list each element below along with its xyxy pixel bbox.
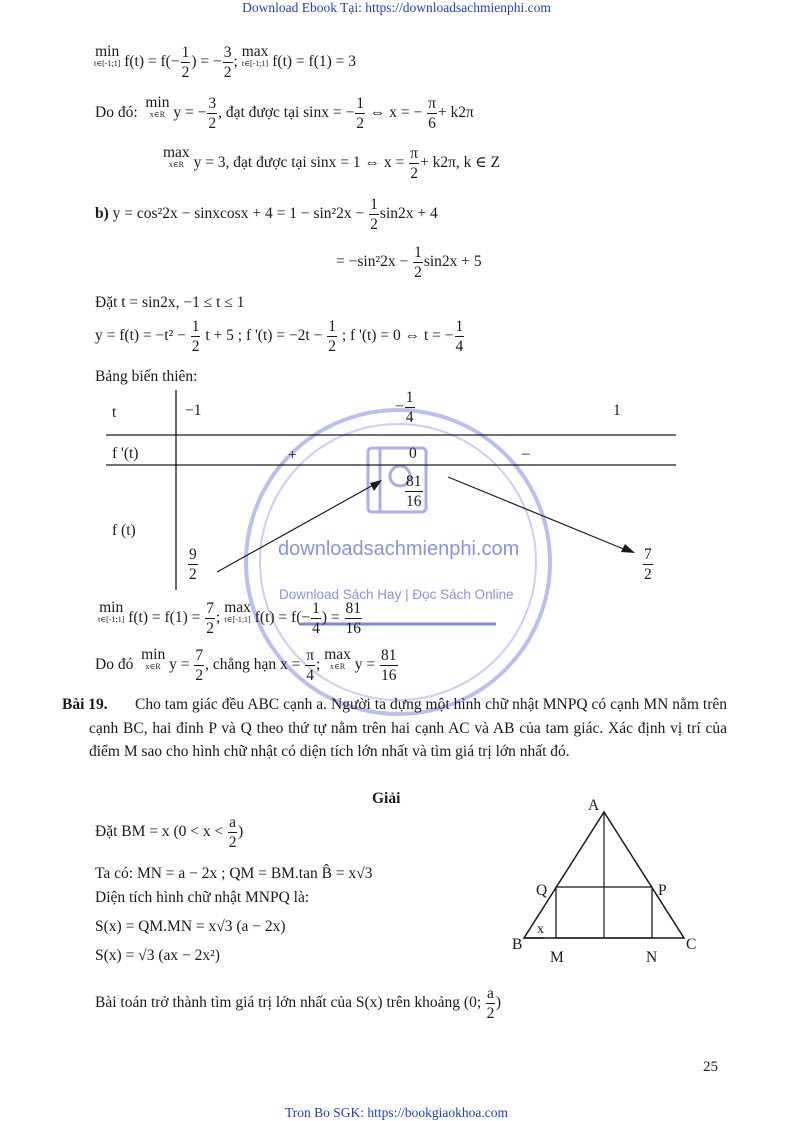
solution-line-6: Bài toán trở thành tìm giá trị lớn nhất của S(x) trên khoảng (0; $\frac{a}{2}$ ) xyxy=(95,985,502,1022)
solution-line-1: Đặt BM = x (0 < x < $\frac{a}{2}$ ) xyxy=(95,814,244,851)
increase-arrow xyxy=(217,480,382,572)
footer-link[interactable]: Tron Bo SGK: https://bookgiaokhoa.com xyxy=(284,1105,508,1120)
table-max-value: $\frac{81}{16}$ xyxy=(406,473,422,510)
table-t-label: t xyxy=(112,404,117,421)
giai-heading: Giải xyxy=(372,790,401,807)
page-number: 25 xyxy=(703,1059,718,1075)
solution-line-5: S(x) = √3 (ax − 2x²) xyxy=(95,947,220,964)
label-x: x xyxy=(537,922,544,937)
label-P: P xyxy=(658,882,667,899)
solution-line-4: S(x) = QM.MN = x√3 (a − 2x) xyxy=(95,918,286,935)
header-link[interactable]: Download Ebook Tại: https://downloadsachmienphi.com xyxy=(242,0,551,15)
bai19-text: Cho tam giác đều ABC cạnh a. Người ta dựng một hình chữ nhật MNPQ có cạnh MN nằm trên cạnh BC, hai đỉnh P và Q theo thứ tự nằm trên hai cạnh AC và AB của tam giác. Xác định vị trí của điểm M sao cho hình chữ nhật có diện tích lớn nhất và tìm giá trị lớn nhất đó. xyxy=(89,696,727,760)
label-C: C xyxy=(686,936,697,953)
part-b-line-1: b) y = cos²2x − sinxcosx + 4 = 1 − sin²2x − $\frac{1}{2}$ sin2x + 4 xyxy=(95,196,438,233)
set-t-line: Đặt t = sin2x, −1 ≤ t ≤ 1 xyxy=(95,294,245,311)
table-sign-minus: – xyxy=(522,445,530,462)
table-sign-plus: + xyxy=(288,447,297,464)
part-a-line-1: min t∈[-1;1] f(t) = f(− $\frac{1}{2}$ ) = − $\frac{3}{2}$ ; max t∈[-1;1] f(t) = f(1) = 3 xyxy=(94,43,357,81)
table-t-left: −1 xyxy=(185,402,202,419)
f-t-line: y = f(t) = −t² − $\frac{1}{2}$ t + 5 ; f '(t) = −2t − $\frac{1}{2}$ ; f '(t) = 0 ⇔ t = − $\frac{1}{4}$ xyxy=(95,318,464,355)
table-title: Bảng biến thiên: xyxy=(95,368,198,385)
label-B: B xyxy=(512,936,523,953)
table-zero: 0 xyxy=(409,445,417,462)
part-a-line-2: Do đó: min x∈R y = − $\frac{3}{2}$ , đạt được tại sinx = − $\frac{1}{2}$ ⇔ x = − $\frac{\pi}{6}$ + k2π xyxy=(95,94,474,132)
watermark-tagline: Download Sách Hay | Đọc Sách Online xyxy=(279,587,514,602)
table-left-value: $\frac{9}{2}$ xyxy=(189,546,197,583)
table-f-label: f (t) xyxy=(112,522,136,539)
solution-line-3: Diện tích hình chữ nhật MNPQ là: xyxy=(95,889,310,906)
label-N: N xyxy=(646,949,658,966)
solution-line-2: Ta có: MN = a − 2x ; QM = BM.tan B̂ = x√3 xyxy=(95,865,373,882)
conclusion-b-line-1: min t∈[-1;1] f(t) = f(1) = $\frac{7}{2}$ ; max t∈[-1;1] f(t) = f(− $\frac{1}{4}$ ) = $\frac{81}{16}$ xyxy=(98,599,362,637)
bai19-label: Bài 19. xyxy=(62,696,108,713)
label-Q: Q xyxy=(536,882,548,899)
part-a-line-3: max x∈R y = 3, đạt được tại sinx = 1 ⇔ x = $\frac{\pi}{2}$ + k2π, k ∈ Z xyxy=(163,144,501,182)
label-A: A xyxy=(588,797,600,814)
part-b-line-2: = −sin²2x − $\frac{1}{2}$ sin2x + 5 xyxy=(336,244,482,281)
conclusion-b-line-2: Do đó min x∈R y = $\frac{7}{2}$ , chẳng hạn x = $\frac{\pi}{4}$ ; max x∈R y = $\frac{81}{16}$ xyxy=(95,646,397,684)
table-t-mid: − $\frac{1}{4}$ xyxy=(395,389,414,426)
table-right-value: $\frac{7}{2}$ xyxy=(644,546,652,583)
table-t-right: 1 xyxy=(613,402,621,419)
decrease-arrow xyxy=(448,477,635,553)
watermark-site: downloadsachmienphi.com xyxy=(278,538,520,560)
label-M: M xyxy=(550,949,564,966)
table-fp-label: f '(t) xyxy=(112,445,139,462)
